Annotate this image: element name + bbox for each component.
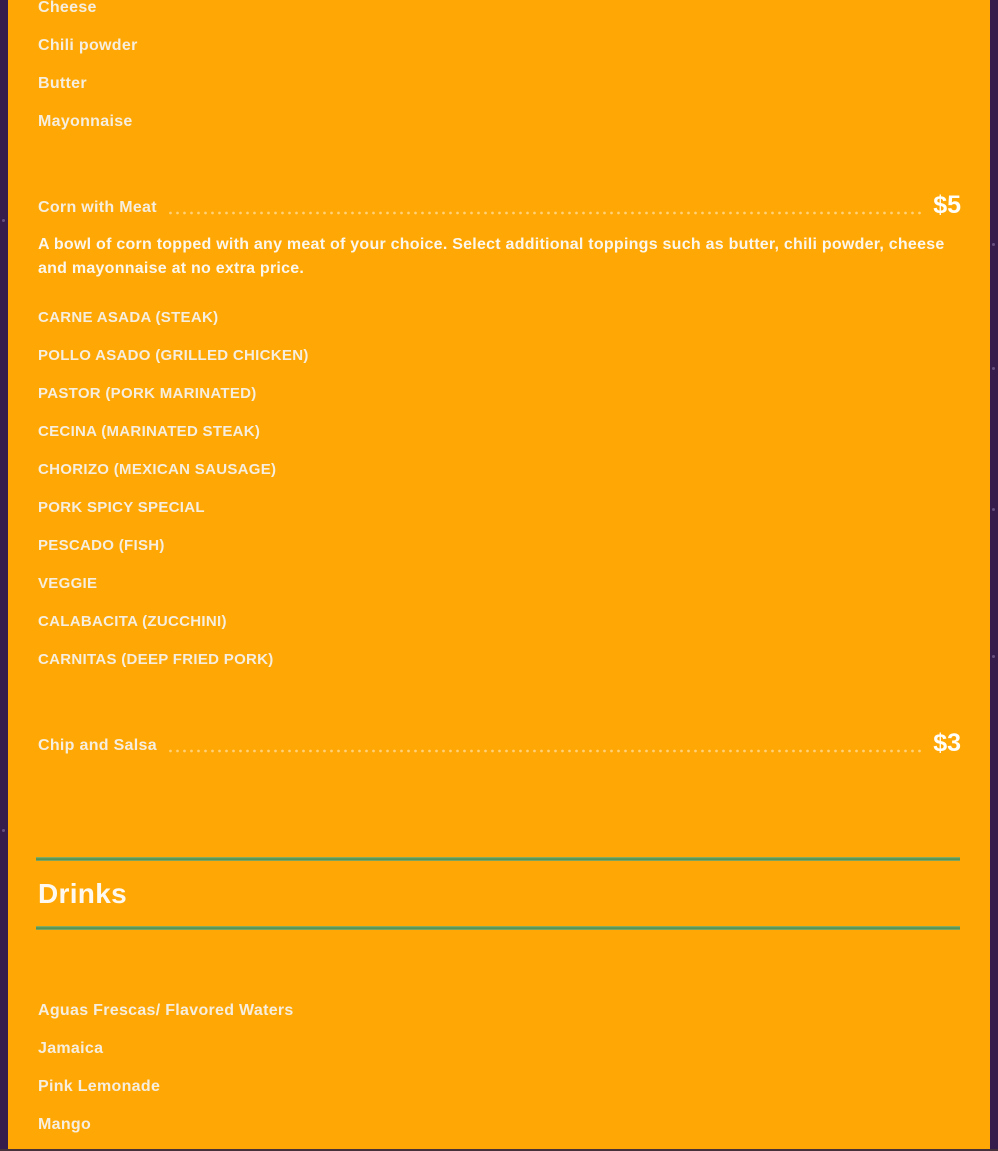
menu-item-price: $3 <box>933 729 961 757</box>
meat-option-item: CECINA (MARINATED STEAK) <box>38 423 261 440</box>
meat-option-item: PORK SPICY SPECIAL <box>38 499 205 516</box>
menu-item-price: $5 <box>933 191 961 219</box>
menu-panel <box>8 0 990 1151</box>
menu-item-chip-and-salsa <box>38 728 961 756</box>
drink-item: Jamaica <box>38 1040 104 1057</box>
gutter-dot <box>992 508 995 511</box>
dotted-leader <box>167 211 923 215</box>
meat-option-item: CARNE ASADA (STEAK) <box>38 309 219 326</box>
gutter-dot <box>2 829 5 832</box>
meat-option-item: PASTOR (PORK MARINATED) <box>38 385 257 402</box>
meat-options-list <box>38 310 961 668</box>
menu-item-name: Corn with Meat <box>38 199 157 216</box>
topping-item: Mayonnaise <box>38 113 133 130</box>
topping-item: Cheese <box>38 0 97 16</box>
drink-item: Aguas Frescas/ Flavored Waters <box>38 1002 294 1019</box>
drink-item: Pink Lemonade <box>38 1078 161 1095</box>
meat-option-item: POLLO ASADO (GRILLED CHICKEN) <box>38 347 309 364</box>
meat-option-item: VEGGIE <box>38 575 98 592</box>
gutter-dot <box>2 219 5 222</box>
section-divider-top <box>36 857 960 861</box>
meat-option-item: CALABACITA (ZUCCHINI) <box>38 613 227 630</box>
menu-item-description: A bowl of corn topped with any meat of your choice. Select additional toppings such as butter, chili powder, cheese and mayonnaise at no extra price. <box>38 236 945 277</box>
drinks-section-heading: Drinks <box>38 878 127 909</box>
meat-option-item: CHORIZO (MEXICAN SAUSAGE) <box>38 461 277 478</box>
section-divider-bottom <box>36 926 960 930</box>
page-gutter-right <box>990 0 998 1151</box>
topping-item: Butter <box>38 75 87 92</box>
gutter-dot <box>992 367 995 370</box>
drink-item: Mango <box>38 1116 92 1133</box>
page-gutter-left <box>0 0 8 1151</box>
gutter-dot <box>992 655 995 658</box>
toppings-list <box>38 0 961 130</box>
drinks-list <box>38 1003 961 1133</box>
menu-item-corn-with-meat <box>38 190 961 218</box>
topping-item: Chili powder <box>38 37 138 54</box>
menu-item-name: Chip and Salsa <box>38 737 157 754</box>
gutter-dot <box>992 243 995 246</box>
dotted-leader <box>167 749 923 753</box>
meat-option-item: CARNITAS (DEEP FRIED PORK) <box>38 651 274 668</box>
meat-option-item: PESCADO (FISH) <box>38 537 165 554</box>
